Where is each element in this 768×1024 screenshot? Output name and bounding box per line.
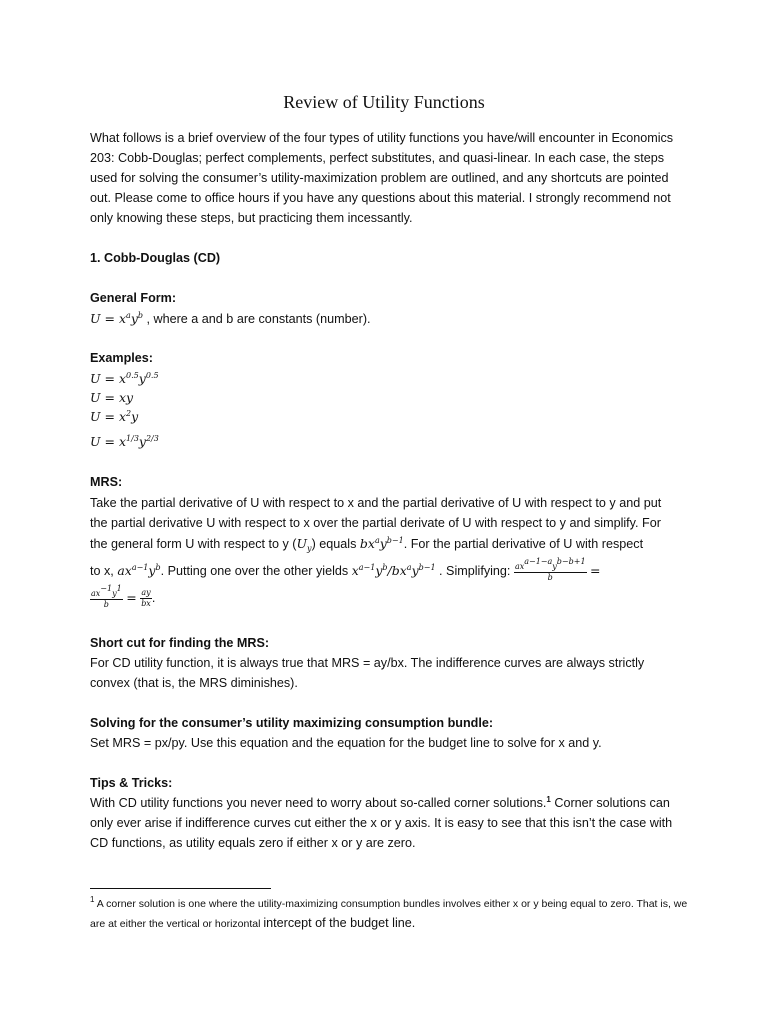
mrs-result-line: $\frac{ax^{-1}y^1}{b}$ = $\frac{ay}{bx}$ . [91, 583, 156, 609]
mrs-text-line: the general form U with respect to y $(U_y)$ equals $bx^ay^{b-1}$. For the partial derivative of U with respect [90, 536, 644, 553]
intro-paragraph: What follows is a brief overview of the four types of utility functions you have/will encounter in Economics 203: Cobb-Douglas; perfect complements, perfect substitutes, and quasi-linear. In each case, the steps used for solving the consumer’s utility-maximization problem are outlined, and any shortcuts are pointed out. Please come to office hours if you have any questions about this material. I strongly recommend not only knowing these steps, but practicing them incessantly. [90, 131, 674, 225]
mrs-text-line: the partial derivative U with respect to x over the partial derivate of U with respect to y and simplify. For [90, 516, 661, 530]
section-heading: 1. Cobb-Douglas (CD) [90, 251, 221, 265]
simplify-fraction: $\frac{ax^{a-1-a}y^{b-b+1}}{b}$ [514, 556, 586, 582]
mrs-text-line: Take the partial derivative of U with respect to x and the partial derivative of U with respect to y and put [90, 496, 662, 510]
shortcut-heading: Short cut for finding the MRS: [90, 636, 270, 650]
footnote-mark: 1 [90, 895, 95, 904]
mrs-heading: MRS: [90, 475, 123, 489]
tips-text: With CD utility functions you never need to worry about so-called corner solutions.$^1$ Corner solutions can only ever arise if indifference curves cut either the x or y axis. It is easy to see that this isn’t the case with CD functions, as utility equals zero if either x or y are zero. [90, 795, 673, 850]
footnote-reference[interactable]: 1 [546, 795, 551, 804]
example-equation: $U = x^2y$ [90, 409, 139, 424]
general-form-heading: General Form: [90, 291, 177, 305]
general-form-equation: $U = x^ay^b$ [90, 311, 143, 326]
mrs-text-line: to x, $ax^{a-1}y^b$. Putting one over the other yields $x^{a-1}y^b/bx^ay^{b-1}$ . Simplifying: $\frac{ax^{a-1-a}y^{b-b+1}}{b}$ = [90, 556, 601, 582]
simplify-fraction: $\frac{ax^{-1}y^1}{b}$ [91, 583, 122, 609]
footnote-divider [90, 888, 271, 889]
mrs-result-fraction: $\frac{ay}{bx}$ [141, 588, 151, 609]
shortcut-text: For CD utility function, it is always true that MRS = ay/bx. The indifference curves are always strictly convex (that is, the MRS diminishes). [90, 656, 645, 690]
partial-y-equation: $bx^ay^{b-1}$ [359, 536, 404, 551]
general-form-line [90, 309, 371, 329]
page-title: Review of Utility Functions [283, 92, 485, 112]
footnote: $^1$ A corner solution is one where the utility-maximizing consumption bundles involves either x or y being equal to zero. That is, we are at either the vertical or horizontal intercept of the budget line. [90, 895, 688, 930]
partial-y-symbol: $U_y$ [296, 536, 312, 553]
partial-x-equation: $ax^{a-1}y^b$ [117, 563, 161, 578]
examples-heading: Examples: [90, 351, 153, 365]
general-form-note: , where a and b are constants (number). [146, 312, 371, 326]
ratio-equation: $x^{a-1}y^b/bx^ay^{b-1}$ [351, 563, 436, 578]
example-equation: $U = x^{1/3}y^{2/3}$ [90, 434, 159, 449]
example-equation: $U = x^{0.5}y^{0.5}$ [90, 371, 159, 386]
example-equation: U = xy [90, 390, 134, 405]
solving-heading: Solving for the consumer’s utility maximizing consumption bundle: [90, 716, 494, 730]
solving-text: Set MRS = px/py. Use this equation and the equation for the budget line to solve for x and y. [90, 736, 602, 750]
tips-heading: Tips & Tricks: [90, 776, 173, 790]
